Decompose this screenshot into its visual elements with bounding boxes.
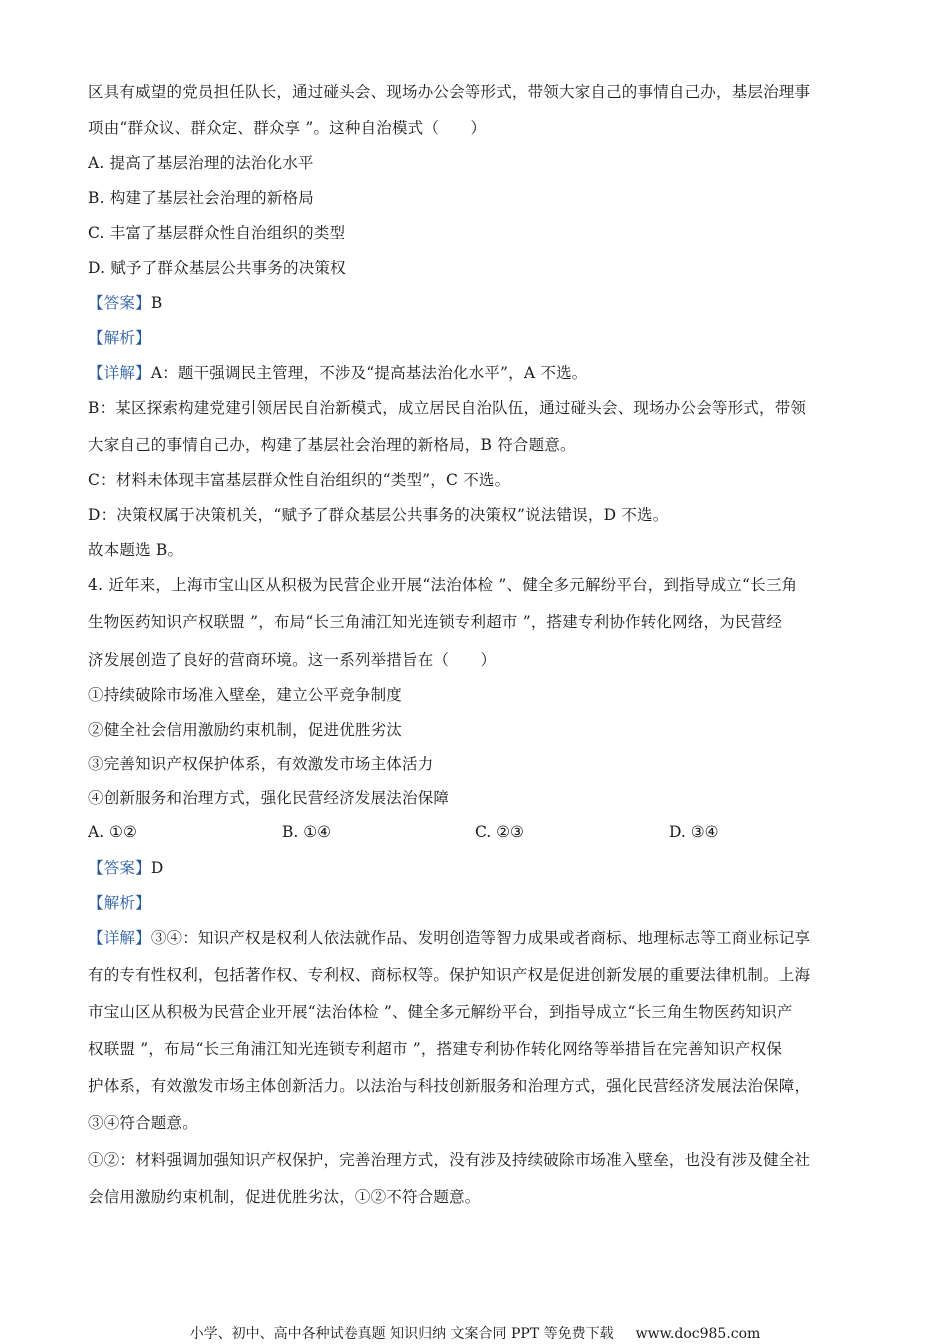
q4-item-2: ②健全社会信用激励约束机制，促进优胜劣汰 [88, 721, 403, 739]
q4-detail-line-7: ①②：材料强调加强知识产权保护，完善治理方式，没有涉及持续破除市场准入壁垒，也没有涉及健全社 [88, 1151, 811, 1169]
q3-detail-line-4: C：材料未体现丰富基层群众性自治组织的“类型”，C 不选。 [88, 471, 511, 489]
answer-value: B [150, 294, 163, 312]
page-footer [0, 1324, 950, 1344]
q3-option-a: A. 提高了基层治理的法治化水平 [88, 154, 314, 172]
q4-analysis [88, 893, 151, 913]
q3-detail-line-2: B：某区探索构建党建引领居民自治新模式，成立居民自治队伍，通过碰头会、现场办公会等形式，带领 [88, 399, 807, 417]
answer-tag: 【答案】 [88, 859, 151, 877]
detail-tag: 【详解】 [88, 929, 151, 947]
q3-option-d: D. 赋予了群众基层公共事务的决策权 [88, 259, 346, 277]
q4-detail-line-1 [88, 928, 810, 948]
q3-analysis [88, 328, 151, 348]
q4-options [88, 822, 868, 842]
q4-option-d: D. ③④ [669, 823, 719, 841]
footer-text: 小学、初中、高中各种试卷真题 知识归纳 文案合同 PPT 等免费下载 [189, 1326, 614, 1342]
answer-value: D [150, 859, 164, 877]
q4-stem-line-2: 生物医药知识产权联盟 ”，布局“长三角浦江知光连锁专利超市 ”，搭建专利协作转化网络，为民营经 [88, 613, 783, 631]
q4-option-b: B. ①④ [282, 823, 332, 841]
q4-detail-line-2: 有的专有性权利，包括著作权、专利权、商标权等。保护知识产权是促进创新发展的重要法律机制。上海 [88, 966, 811, 984]
q3-detail-line-1 [88, 363, 587, 383]
q4-answer [88, 858, 163, 878]
q4-detail-line-8: 会信用激励约束机制，促进优胜劣汰，①②不符合题意。 [88, 1188, 481, 1206]
q4-detail-line-3: 市宝山区从积极为民营企业开展“法治体检 ”、健全多元解纷平台，到指导成立“长三角生物医药知识产 [88, 1003, 793, 1021]
q4-detail-line-6: ③④符合题意。 [88, 1114, 198, 1132]
q3-answer [88, 293, 162, 313]
analysis-tag: 【解析】 [88, 329, 151, 347]
footer-site-link[interactable]: www.doc985.com [635, 1326, 761, 1342]
q3-option-c: C. 丰富了基层群众性自治组织的类型 [88, 224, 346, 242]
q3-stem-line-2: 项由“群众议、群众定、群众享 ”。这种自治模式（ ） [88, 119, 487, 137]
q3-detail-line-5: D：决策权属于决策机关，“赋予了群众基层公共事务的决策权”说法错误，D 不选。 [88, 506, 669, 524]
q4-stem-line-3: 济发展创造了良好的营商环境。这一系列举措旨在（ ） [88, 651, 497, 669]
q4-item-1: ①持续破除市场准入壁垒，建立公平竞争制度 [88, 686, 403, 704]
q3-option-b: B. 构建了基层社会治理的新格局 [88, 189, 314, 207]
q4-item-3: ③完善知识产权保护体系，有效激发市场主体活力 [88, 755, 434, 773]
detail-text: A：题干强调民主管理，不涉及“提高基法治化水平”，A 不选。 [150, 364, 588, 382]
q3-detail-line-6: 故本题选 B。 [88, 541, 184, 559]
q4-item-4: ④创新服务和治理方式，强化民营经济发展法治保障 [88, 789, 450, 807]
q4-detail-line-4: 权联盟 ”，布局“长三角浦江知光连锁专利超市 ”，搭建专利协作转化网络等举措旨在完善知识产权保 [88, 1040, 783, 1058]
answer-tag: 【答案】 [88, 294, 151, 312]
q4-option-a: A. ①② [88, 823, 137, 841]
q4-stem-line-1: 4. 近年来，上海市宝山区从积极为民营企业开展“法治体检 ”、健全多元解纷平台，到指导成立“长三角 [88, 576, 798, 594]
q3-detail-line-3: 大家自己的事情自己办，构建了基层社会治理的新格局，B 符合题意。 [88, 436, 576, 454]
detail-text: ③④：知识产权是权利人依法就作品、发明创造等智力成果或者商标、地理标志等工商业标记享 [150, 929, 811, 947]
q3-stem-line-1: 区具有威望的党员担任队长，通过碰头会、现场办公会等形式，带领大家自己的事情自己办，基层治理事 [88, 83, 811, 101]
q4-option-c: C. ②③ [475, 823, 524, 841]
analysis-tag: 【解析】 [88, 894, 151, 912]
q4-detail-line-5: 护体系，有效激发市场主体创新活力。以法治与科技创新服务和治理方式，强化民营经济发展法治保障， [88, 1077, 811, 1095]
detail-tag: 【详解】 [88, 364, 151, 382]
